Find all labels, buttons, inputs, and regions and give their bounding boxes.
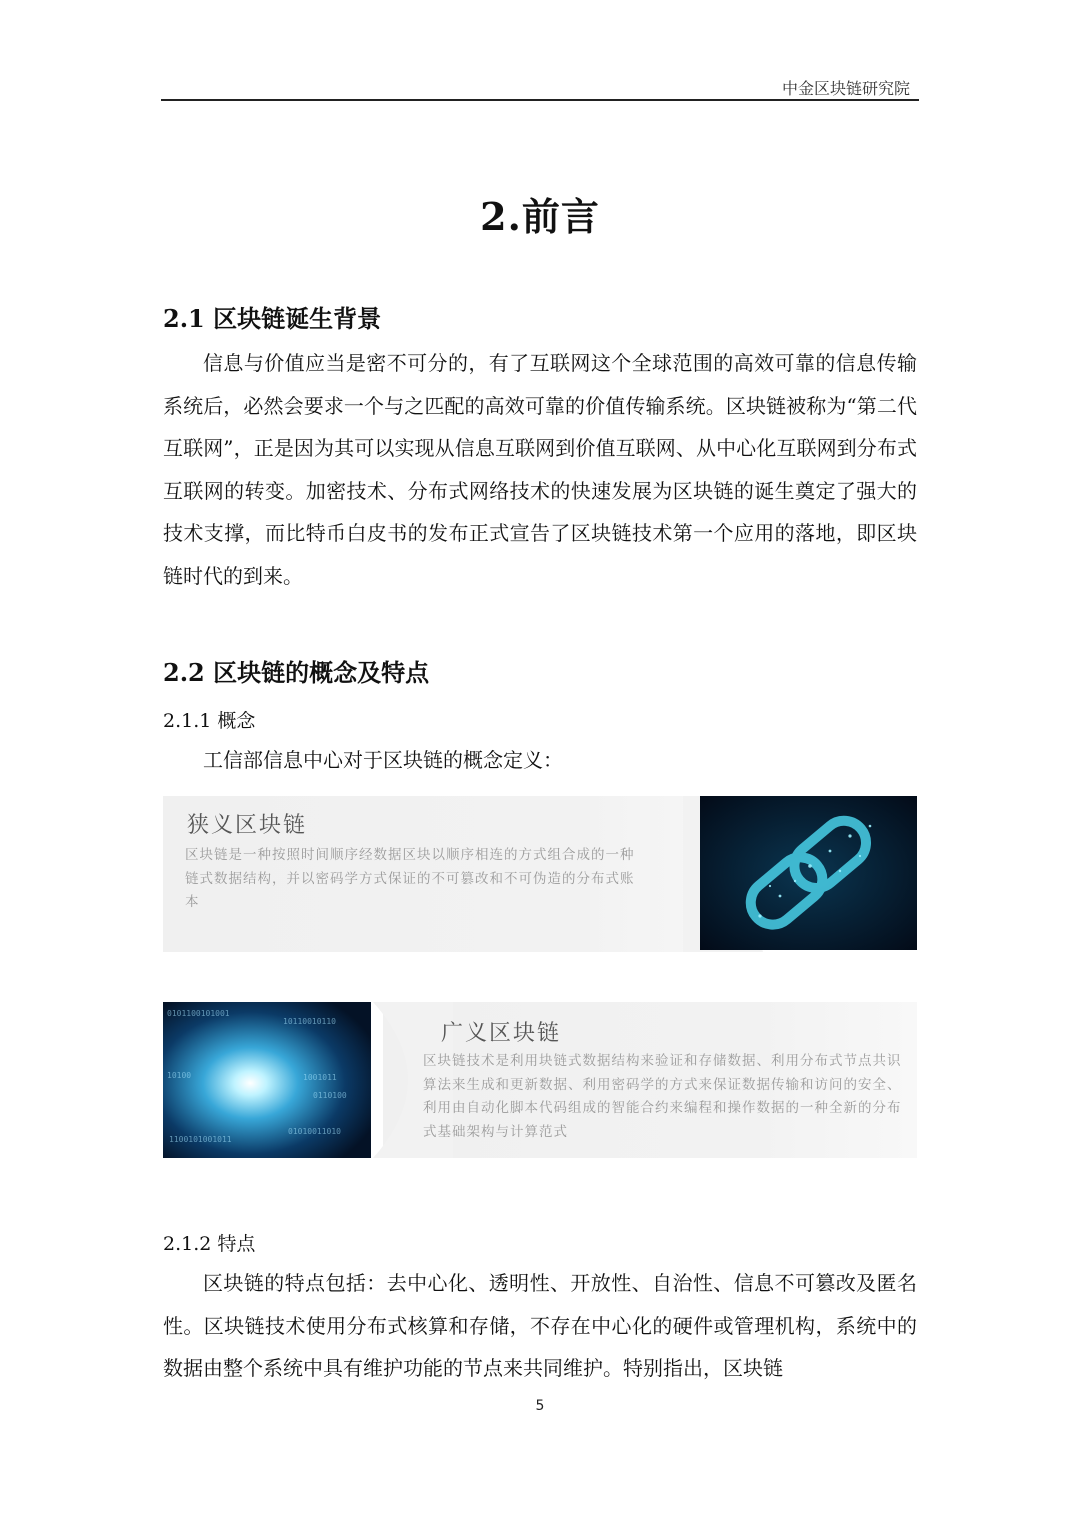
- svg-text:1100101001011: 1100101001011: [169, 1135, 232, 1144]
- svg-text:0110100: 0110100: [313, 1091, 347, 1100]
- svg-text:1001011: 1001011: [303, 1073, 337, 1082]
- subsection-heading-concept: 2.1.1 概念: [163, 710, 256, 732]
- narrow-definition-title: 狭义区块链: [187, 813, 308, 838]
- section-2-1-paragraph: 信息与价值应当是密不可分的，有了互联网这个全球范围的高效可靠的信息传输系统后，必然会要求一个与之匹配的高效可靠的价值传输系统。区块链被称为“第二代互联网”，正是因为其可以实现从信息互联网到价值互联网、从中心化互联网到分布式互联网的转变。加密技术、分布式网络技术的快速发展为区块链的诞生奠定了强大的技术支撑，而比特币白皮书的发布正式宣告了区块链技术第一个应用的落地，即区块链时代的到来。: [163, 351, 917, 588]
- chain-link-image: [700, 796, 917, 950]
- broad-definition-text: 区块链技术是利用块链式数据结构来验证和存储数据、利用分布式节点共识算法来生成和更新数据、利用密码学的方式来保证数据传输和访问的安全、利用由自动化脚本代码组成的智能合约来编程和操作数据的一种全新的分布式基础架构与计算范式: [423, 1053, 902, 1140]
- header-rule: [161, 99, 919, 101]
- section-heading-2-1: 2.1 区块链诞生背景: [163, 304, 382, 333]
- svg-text:10110010110: 10110010110: [283, 1017, 336, 1026]
- svg-text:01010011010: 01010011010: [288, 1127, 341, 1136]
- page-number: 5: [535, 1398, 545, 1414]
- svg-text:10100: 10100: [167, 1071, 192, 1080]
- broad-definition-card: [163, 1002, 917, 1158]
- features-paragraph: 区块链的特点包括：去中心化、透明性、开放性、自治性、信息不可篡改及匿名性。区块链技术使用分布式核算和存储，不存在中心化的硬件或管理机构，系统中的数据由整个系统中具有维护功能的节点来共同维护。特别指出，区块链: [163, 1271, 917, 1381]
- concept-intro: 工信部信息中心对于区块链的概念定义：: [203, 748, 563, 772]
- chapter-title: 2.前言: [480, 194, 600, 239]
- narrow-definition-text: 区块链是一种按照时间顺序经数据区块以顺序相连的方式组合成的一种链式数据结构，并以密码学方式保证的不可篡改和不可伪造的分布式账本: [185, 847, 635, 910]
- data-tunnel-image: [163, 1002, 371, 1158]
- svg-text:0101100101001: 0101100101001: [167, 1009, 230, 1018]
- section-heading-2-2: 2.2 区块链的概念及特点: [163, 658, 430, 687]
- narrow-definition-card: [163, 796, 917, 952]
- running-header: 中金区块链研究院: [781, 79, 910, 98]
- subsection-heading-features: 2.1.2 特点: [163, 1233, 256, 1255]
- broad-definition-title: 广义区块链: [441, 1021, 562, 1046]
